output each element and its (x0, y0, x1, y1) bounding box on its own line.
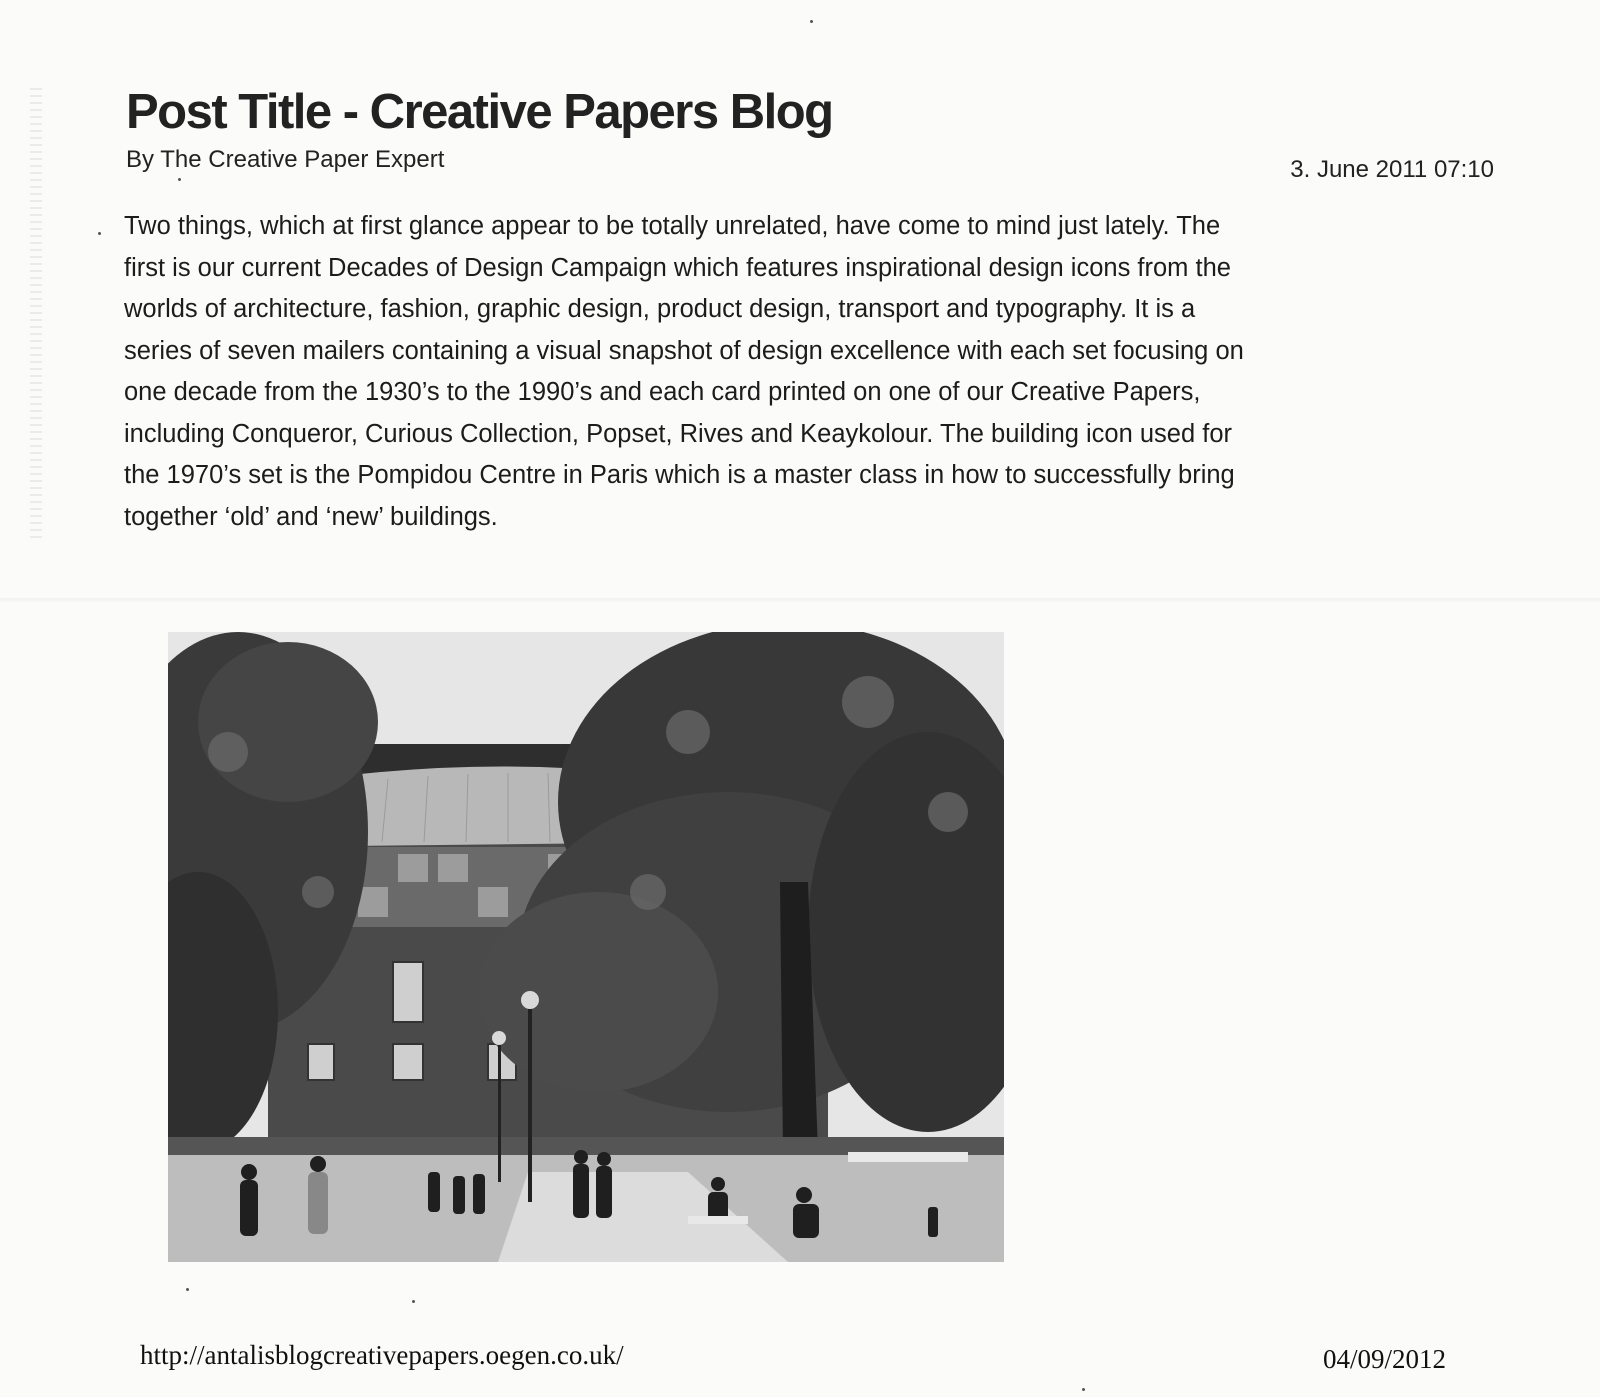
body-line: together ‘old’ and ‘new’ buildings. (124, 502, 498, 531)
scan-speck (178, 178, 181, 181)
post-byline: By The Creative Paper Expert (126, 146, 445, 173)
scan-speck (98, 232, 101, 235)
scan-fold-line (0, 598, 1600, 604)
body-line: series of seven mailers containing a visual snapshot of design excellence with each set focusing on (124, 336, 1244, 365)
body-line: including Conqueror, Curious Collection, Popset, Rives and Keaykolour. The building icon used for (124, 419, 1233, 448)
body-line: the 1970’s set is the Pompidou Centre in Paris which is a master class in how to successfully bring (124, 461, 1235, 489)
body-line: first is our current Decades of Design Campaign which features inspirational design icons from the (124, 253, 1231, 282)
body-line: worlds of architecture, fashion, graphic design, product design, transport and typography. It is a (124, 295, 1196, 323)
source-url: http://antalisblogcreativepapers.oegen.co.uk/ (140, 1340, 624, 1370)
post-body (124, 206, 1494, 538)
building-photo (168, 632, 1004, 1262)
post-title: Post Title - Creative Papers Blog (126, 85, 833, 139)
body-line: Two things, which at first glance appear to be totally unrelated, have come to mind just lately. The (124, 212, 1221, 240)
print-date: 04/09/2012 (1322, 1344, 1446, 1374)
body-line: one decade from the 1930’s to the 1990’s and each card printed on one of our Creative Papers, (124, 378, 1201, 406)
scan-speck (810, 20, 813, 23)
scan-speck (412, 1300, 415, 1303)
post-date: 3. June 2011 07:10 (1290, 156, 1494, 183)
scan-noise-strip (30, 88, 42, 538)
scan-speck (186, 1288, 189, 1291)
building-photo-illustration (168, 632, 1004, 1262)
scan-speck (1082, 1388, 1085, 1391)
